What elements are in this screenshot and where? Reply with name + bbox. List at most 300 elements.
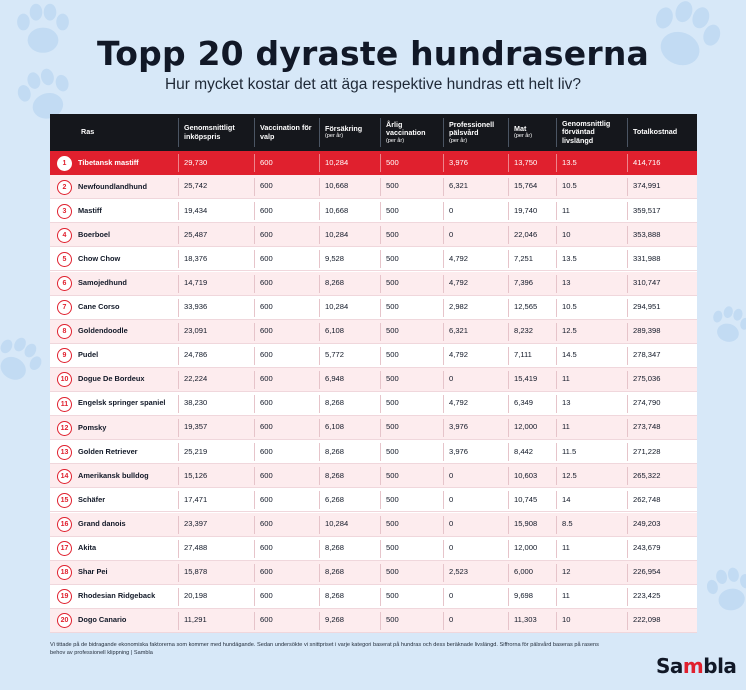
column-divider — [254, 564, 255, 582]
table-cell-total: 265,322 — [633, 470, 661, 480]
table-row — [50, 416, 697, 440]
table-cell-insurance: 6,268 — [325, 494, 345, 504]
table-cell-food: 15,908 — [514, 518, 538, 528]
table-cell-total: 414,716 — [633, 157, 661, 167]
column-divider — [627, 323, 628, 341]
column-header-label: Genomsnittligt inköpspris — [184, 123, 235, 141]
column-divider — [380, 178, 381, 196]
table-cell-food: 15,764 — [514, 181, 538, 191]
rank-badge: 3 — [57, 204, 72, 219]
column-divider — [556, 347, 557, 365]
table-cell-puppy-vaccination: 600 — [260, 253, 273, 263]
column-divider — [443, 154, 444, 172]
paw-print-icon — [695, 555, 746, 625]
column-header-label: Vaccination för valp — [260, 123, 312, 141]
rank-badge: 16 — [57, 517, 72, 532]
table-cell-puppy-vaccination: 600 — [260, 567, 273, 577]
column-divider — [443, 299, 444, 317]
rank-badge: 9 — [57, 348, 72, 363]
column-divider — [254, 275, 255, 293]
table-cell-lifespan: 13 — [562, 398, 571, 408]
table-row — [50, 368, 697, 392]
column-divider — [319, 371, 320, 389]
column-divider — [556, 491, 557, 509]
table-cell-insurance: 6,108 — [325, 326, 345, 336]
breed-name: Samojedhund — [78, 277, 127, 287]
table-cell-annual-vaccination: 500 — [386, 326, 399, 336]
column-divider — [556, 467, 557, 485]
table-cell-price: 19,357 — [184, 422, 208, 432]
table-cell-lifespan: 14.5 — [562, 350, 577, 360]
column-divider — [556, 371, 557, 389]
rank-badge: 19 — [57, 589, 72, 604]
logo-text-start: Sa — [656, 654, 683, 678]
column-divider — [319, 202, 320, 220]
table-cell-grooming: 2,982 — [449, 301, 469, 311]
column-divider — [508, 467, 509, 485]
table-cell-grooming: 6,321 — [449, 326, 469, 336]
rank-badge: 1 — [57, 156, 72, 171]
column-divider — [508, 491, 509, 509]
column-divider — [380, 564, 381, 582]
column-divider — [178, 347, 179, 365]
table-cell-food: 13,750 — [514, 157, 538, 167]
column-divider — [508, 299, 509, 317]
column-header-unit: (per år) — [325, 133, 344, 140]
column-divider — [178, 323, 179, 341]
column-divider — [508, 564, 509, 582]
table-cell-total: 359,517 — [633, 205, 661, 215]
column-divider — [254, 371, 255, 389]
table-header — [50, 114, 697, 151]
column-divider — [178, 299, 179, 317]
table-cell-grooming: 0 — [449, 615, 454, 625]
table-cell-puppy-vaccination: 600 — [260, 518, 273, 528]
table-cell-food: 19,740 — [514, 205, 538, 215]
table-cell-insurance: 8,268 — [325, 470, 345, 480]
table-cell-price: 25,742 — [184, 181, 208, 191]
table-cell-food: 12,565 — [514, 301, 538, 311]
column-divider — [254, 395, 255, 413]
breed-name: Engelsk springer spaniel — [78, 398, 166, 408]
table-cell-total: 289,398 — [633, 326, 661, 336]
table-cell-total: 249,203 — [633, 518, 661, 528]
column-header — [443, 114, 508, 151]
rank-badge: 18 — [57, 565, 72, 580]
column-divider — [443, 419, 444, 437]
table-cell-total: 374,991 — [633, 181, 661, 191]
table-cell-insurance: 10,284 — [325, 518, 349, 528]
table-cell-price: 22,224 — [184, 374, 208, 384]
cost-table — [50, 114, 697, 633]
column-divider — [178, 443, 179, 461]
column-divider — [556, 178, 557, 196]
table-cell-food: 12,000 — [514, 422, 538, 432]
table-cell-insurance: 6,948 — [325, 374, 345, 384]
table-cell-annual-vaccination: 500 — [386, 253, 399, 263]
table-cell-total: 273,748 — [633, 422, 661, 432]
column-divider — [254, 226, 255, 244]
column-divider — [627, 419, 628, 437]
column-divider — [380, 612, 381, 630]
table-row — [50, 488, 697, 512]
column-divider — [380, 118, 381, 147]
column-divider — [319, 395, 320, 413]
column-divider — [178, 419, 179, 437]
table-cell-insurance: 8,268 — [325, 542, 345, 552]
table-cell-price: 23,091 — [184, 326, 208, 336]
rank-badge: 10 — [57, 372, 72, 387]
rank-badge: 20 — [57, 613, 72, 628]
column-divider — [254, 299, 255, 317]
page-title: Topp 20 dyraste hundraserna — [96, 34, 649, 73]
table-cell-insurance: 8,268 — [325, 591, 345, 601]
column-divider — [508, 347, 509, 365]
column-header — [508, 114, 556, 151]
table-cell-total: 262,748 — [633, 494, 661, 504]
column-divider — [380, 540, 381, 558]
table-cell-grooming: 3,976 — [449, 157, 469, 167]
table-cell-puppy-vaccination: 600 — [260, 542, 273, 552]
rank-badge: 17 — [57, 541, 72, 556]
table-cell-puppy-vaccination: 600 — [260, 326, 273, 336]
column-header-unit: (per år) — [386, 137, 405, 144]
rank-badge: 7 — [57, 300, 72, 315]
table-cell-food: 8,232 — [514, 326, 534, 336]
column-divider — [443, 540, 444, 558]
column-divider — [254, 443, 255, 461]
table-cell-annual-vaccination: 500 — [386, 518, 399, 528]
breed-name: Akita — [78, 543, 97, 553]
column-divider — [627, 299, 628, 317]
table-cell-food: 8,442 — [514, 446, 534, 456]
table-cell-puppy-vaccination: 600 — [260, 615, 273, 625]
column-divider — [443, 275, 444, 293]
table-row — [50, 272, 697, 296]
breed-name: Mastiff — [78, 205, 102, 215]
column-divider — [254, 323, 255, 341]
column-divider — [443, 226, 444, 244]
footnote: Vi tittade på de bidragande ekonomiska faktorerna som kommer med hundägande. Sedan undersökte vi snittpriset i varje kategori baserat på hundras och dess beräknade livslängd. Siffrorna för pälsvård baseras på rasens behov av professionell klippning | Sambla — [50, 642, 599, 657]
column-divider — [380, 323, 381, 341]
paw-print-icon — [699, 294, 746, 355]
column-divider — [443, 467, 444, 485]
table-cell-insurance: 10,284 — [325, 301, 349, 311]
column-divider — [380, 275, 381, 293]
table-cell-total: 274,790 — [633, 398, 661, 408]
column-divider — [556, 443, 557, 461]
table-row — [50, 247, 697, 271]
table-cell-grooming: 3,976 — [449, 446, 469, 456]
column-divider — [556, 226, 557, 244]
column-divider — [627, 118, 628, 147]
table-cell-food: 22,046 — [514, 229, 538, 239]
table-cell-lifespan: 13 — [562, 277, 571, 287]
table-row — [50, 609, 697, 633]
table-cell-annual-vaccination: 500 — [386, 374, 399, 384]
table-cell-lifespan: 11 — [562, 542, 570, 552]
column-divider — [508, 250, 509, 268]
column-divider — [508, 540, 509, 558]
table-cell-price: 20,198 — [184, 591, 208, 601]
table-cell-food: 6,349 — [514, 398, 534, 408]
column-header-label: Ras — [81, 127, 95, 137]
breed-name: Rhodesian Ridgeback — [78, 591, 156, 601]
table-cell-total: 243,679 — [633, 542, 661, 552]
rank-badge: 6 — [57, 276, 72, 291]
rank-badge: 11 — [57, 397, 72, 412]
table-cell-insurance: 8,268 — [325, 446, 345, 456]
table-cell-price: 38,230 — [184, 398, 208, 408]
column-divider — [508, 419, 509, 437]
column-divider — [178, 250, 179, 268]
column-divider — [319, 226, 320, 244]
column-divider — [443, 347, 444, 365]
column-divider — [443, 202, 444, 220]
column-divider — [508, 612, 509, 630]
column-divider — [627, 540, 628, 558]
table-cell-lifespan: 11 — [562, 591, 570, 601]
table-cell-grooming: 4,792 — [449, 350, 469, 360]
column-divider — [556, 118, 557, 147]
column-divider — [254, 419, 255, 437]
column-divider — [508, 395, 509, 413]
rank-badge: 8 — [57, 324, 72, 339]
table-cell-insurance: 8,268 — [325, 277, 345, 287]
table-cell-puppy-vaccination: 600 — [260, 350, 273, 360]
column-divider — [380, 154, 381, 172]
breed-name: Cane Corso — [78, 302, 120, 312]
column-divider — [556, 395, 557, 413]
column-divider — [380, 443, 381, 461]
table-cell-food: 11,303 — [514, 615, 537, 625]
column-divider — [254, 467, 255, 485]
column-divider — [319, 154, 320, 172]
column-divider — [254, 347, 255, 365]
column-divider — [178, 467, 179, 485]
table-cell-puppy-vaccination: 600 — [260, 470, 273, 480]
table-cell-lifespan: 12 — [562, 567, 571, 577]
table-cell-lifespan: 11 — [562, 374, 570, 384]
breed-name: Pomsky — [78, 422, 107, 432]
column-divider — [443, 612, 444, 630]
column-divider — [178, 118, 179, 147]
table-cell-annual-vaccination: 500 — [386, 494, 399, 504]
breed-name: Pudel — [78, 350, 99, 360]
table-cell-food: 15,419 — [514, 374, 538, 384]
column-divider — [319, 564, 320, 582]
breed-name: Boerboel — [78, 229, 111, 239]
table-cell-food: 12,000 — [514, 542, 538, 552]
logo-accent: m — [682, 654, 704, 678]
column-divider — [627, 491, 628, 509]
column-divider — [627, 588, 628, 606]
column-divider — [508, 516, 509, 534]
column-divider — [556, 516, 557, 534]
table-cell-annual-vaccination: 500 — [386, 229, 399, 239]
table-row — [50, 537, 697, 561]
table-cell-annual-vaccination: 500 — [386, 350, 399, 360]
column-divider — [380, 226, 381, 244]
table-cell-lifespan: 12.5 — [562, 470, 577, 480]
column-divider — [319, 118, 320, 147]
table-row — [50, 296, 697, 320]
table-cell-lifespan: 11 — [562, 205, 570, 215]
column-header-label: Genomsnittlig förväntad livslängd — [562, 119, 611, 145]
table-cell-total: 223,425 — [633, 591, 661, 601]
table-cell-puppy-vaccination: 600 — [260, 398, 273, 408]
table-cell-annual-vaccination: 500 — [386, 591, 399, 601]
table-cell-total: 294,951 — [633, 301, 661, 311]
column-divider — [508, 118, 509, 147]
breed-name: Grand danois — [78, 518, 126, 528]
column-divider — [508, 178, 509, 196]
table-cell-grooming: 0 — [449, 591, 454, 601]
column-divider — [627, 250, 628, 268]
table-cell-grooming: 0 — [449, 374, 454, 384]
table-cell-lifespan: 13.5 — [562, 253, 577, 263]
rank-badge: 14 — [57, 469, 72, 484]
column-divider — [380, 491, 381, 509]
table-cell-price: 25,219 — [184, 446, 208, 456]
column-divider — [319, 491, 320, 509]
table-cell-food: 7,251 — [514, 253, 534, 263]
table-cell-price: 18,376 — [184, 253, 208, 263]
column-divider — [556, 154, 557, 172]
table-cell-price: 14,719 — [184, 277, 208, 287]
column-divider — [319, 347, 320, 365]
table-cell-insurance: 8,268 — [325, 398, 345, 408]
column-divider — [443, 395, 444, 413]
column-divider — [627, 564, 628, 582]
rank-badge: 4 — [57, 228, 72, 243]
column-divider — [254, 491, 255, 509]
column-divider — [254, 588, 255, 606]
table-cell-lifespan: 12.5 — [562, 326, 577, 336]
table-cell-puppy-vaccination: 600 — [260, 374, 273, 384]
table-cell-annual-vaccination: 500 — [386, 615, 399, 625]
column-divider — [178, 588, 179, 606]
column-divider — [319, 467, 320, 485]
table-cell-puppy-vaccination: 600 — [260, 157, 273, 167]
column-divider — [178, 612, 179, 630]
rank-badge: 13 — [57, 445, 72, 460]
column-divider — [254, 612, 255, 630]
column-divider — [508, 443, 509, 461]
table-cell-lifespan: 13.5 — [562, 157, 577, 167]
column-divider — [319, 323, 320, 341]
column-divider — [319, 250, 320, 268]
page-subtitle: Hur mycket kostar det att äga respektive hundras ett helt liv? — [164, 76, 582, 93]
table-cell-insurance: 8,268 — [325, 567, 345, 577]
column-divider — [443, 564, 444, 582]
breed-name: Dogue De Bordeux — [78, 374, 145, 384]
column-header-label: Försäkring — [325, 124, 363, 134]
column-divider — [508, 226, 509, 244]
column-divider — [319, 299, 320, 317]
column-divider — [627, 612, 628, 630]
column-divider — [556, 564, 557, 582]
rank-badge: 2 — [57, 180, 72, 195]
column-divider — [380, 202, 381, 220]
table-cell-food: 7,111 — [514, 350, 532, 360]
column-header — [319, 114, 380, 151]
table-cell-grooming: 0 — [449, 494, 454, 504]
table-cell-annual-vaccination: 500 — [386, 398, 399, 408]
table-cell-lifespan: 10 — [562, 615, 571, 625]
column-divider — [380, 588, 381, 606]
table-cell-price: 15,878 — [184, 567, 208, 577]
column-divider — [319, 516, 320, 534]
column-divider — [627, 154, 628, 172]
logo-text-end: bla — [703, 654, 737, 678]
column-divider — [556, 299, 557, 317]
column-divider — [380, 250, 381, 268]
table-cell-annual-vaccination: 500 — [386, 277, 399, 287]
table-cell-total: 275,036 — [633, 374, 661, 384]
table-cell-food: 10,603 — [514, 470, 538, 480]
table-cell-price: 24,786 — [184, 350, 208, 360]
table-cell-puppy-vaccination: 600 — [260, 301, 273, 311]
breed-name: Schäfer — [78, 494, 106, 504]
column-divider — [178, 371, 179, 389]
column-divider — [556, 588, 557, 606]
column-divider — [319, 419, 320, 437]
column-divider — [627, 467, 628, 485]
table-cell-puppy-vaccination: 600 — [260, 422, 273, 432]
column-divider — [556, 250, 557, 268]
table-cell-annual-vaccination: 500 — [386, 542, 399, 552]
table-row — [50, 561, 697, 585]
table-cell-price: 15,126 — [184, 470, 208, 480]
column-divider — [556, 612, 557, 630]
column-header-label: Totalkostnad — [633, 127, 678, 137]
table-cell-lifespan: 11 — [562, 422, 570, 432]
column-header — [178, 114, 254, 151]
column-divider — [443, 443, 444, 461]
column-divider — [178, 154, 179, 172]
column-divider — [178, 275, 179, 293]
column-divider — [319, 540, 320, 558]
column-divider — [254, 250, 255, 268]
table-cell-annual-vaccination: 500 — [386, 205, 399, 215]
column-divider — [508, 371, 509, 389]
rank-badge: 12 — [57, 421, 72, 436]
table-cell-puppy-vaccination: 600 — [260, 205, 273, 215]
table-cell-price: 29,730 — [184, 157, 208, 167]
table-cell-grooming: 0 — [449, 470, 454, 480]
column-divider — [380, 299, 381, 317]
column-divider — [508, 154, 509, 172]
column-divider — [556, 419, 557, 437]
table-cell-grooming: 0 — [449, 542, 454, 552]
column-divider — [319, 443, 320, 461]
column-divider — [319, 588, 320, 606]
table-cell-insurance: 6,108 — [325, 422, 345, 432]
table-row — [50, 223, 697, 247]
column-divider — [443, 250, 444, 268]
column-divider — [443, 371, 444, 389]
table-cell-annual-vaccination: 500 — [386, 181, 399, 191]
column-header — [556, 114, 627, 151]
column-divider — [319, 275, 320, 293]
breed-name: Newfoundlandhund — [78, 181, 147, 191]
table-row — [50, 513, 697, 537]
column-divider — [627, 395, 628, 413]
breed-name: Chow Chow — [78, 253, 121, 263]
table-cell-food: 10,745 — [514, 494, 538, 504]
column-divider — [178, 491, 179, 509]
